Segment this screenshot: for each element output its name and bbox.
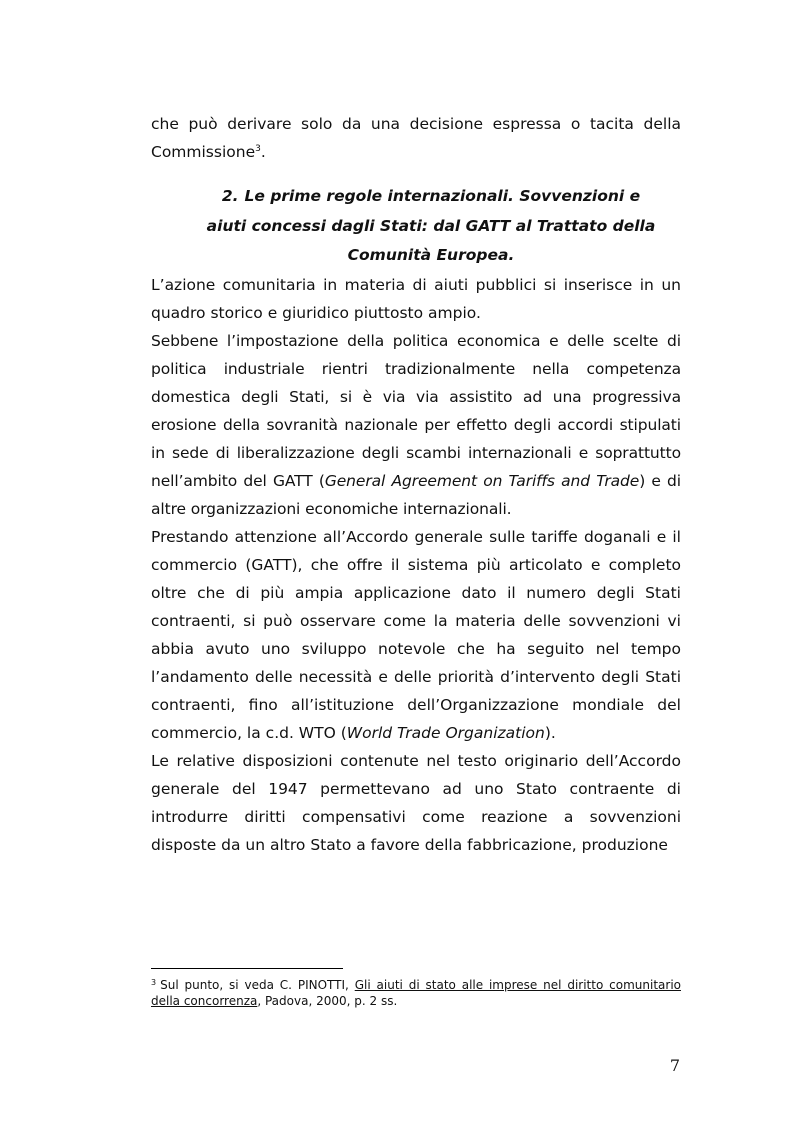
page-body bbox=[151, 110, 681, 859]
section-title: Le prime regole internazionali. Sovvenzioni e aiuti concessi dagli Stati: dal GATT al Trattato della Comunità Europea. bbox=[206, 187, 656, 264]
section-heading bbox=[201, 182, 661, 271]
paragraph: Sebbene l’impostazione della politica economica e delle scelte di politica industriale rientri tradizionalmente nella competenza domestica degli Stati, si è via via assistito ad una progressiva erosione della sovranità nazionale per effetto degli accordi stipulati in sede di liberalizzazione degli scambi internazionali e soprattutto nell’ambito del GATT (General Agreement on Tariffs and Trade) e di altre organizzazioni economiche internazionali. bbox=[151, 331, 682, 518]
page-number: 7 bbox=[669, 1056, 680, 1075]
paragraph-continuation: che può derivare solo da una decisione espressa o tacita della Commissione$^3$. bbox=[151, 115, 681, 161]
footnote: $^3$ Sul punto, si veda C. PINOTTI, Gli aiuti di stato alle imprese nel diritto comunitario della concorrenza, Padova, 2000, p. 2 ss. bbox=[151, 978, 681, 1008]
italic-term: World Trade Organization bbox=[346, 723, 545, 742]
footnote-book-title: Gli aiuti di stato alle imprese nel diritto comunitario della concorrenza bbox=[151, 978, 681, 1008]
footnote-separator bbox=[151, 968, 343, 969]
section-number: 2. bbox=[221, 187, 239, 205]
italic-term: General Agreement on Tariffs and Trade bbox=[324, 471, 640, 490]
paragraph: Le relative disposizioni contenute nel testo originario dell’Accordo generale del 1947 permettevano ad uno Stato contraente di introdurre diritti compensativi come reazione a sovvenzioni disposte da un altro Stato a favore della fabbricazione, produzione bbox=[151, 751, 681, 854]
paragraph: L’azione comunitaria in materia di aiuti pubblici si inserisce in un quadro storico e giuridico piuttosto ampio. bbox=[151, 275, 681, 322]
footnote-mark: 3 bbox=[151, 978, 157, 987]
paragraph: Prestando attenzione all’Accordo generale sulle tariffe doganali e il commercio (GATT), che offre il sistema più articolato e completo oltre che di più ampia applicazione dato il numero degli Stati contraenti, si può osservare come la materia delle sovvenzioni vi abbia avuto uno sviluppo notevole che ha seguito nel tempo l’andamento delle necessità e delle priorità d’intervento degli Stati contraenti, fino all’istituzione dell’Organizzazione mondiale del commercio, la c.d. WTO (World Trade Organization). bbox=[151, 527, 681, 742]
footnote-reference[interactable]: 3 bbox=[255, 144, 261, 154]
